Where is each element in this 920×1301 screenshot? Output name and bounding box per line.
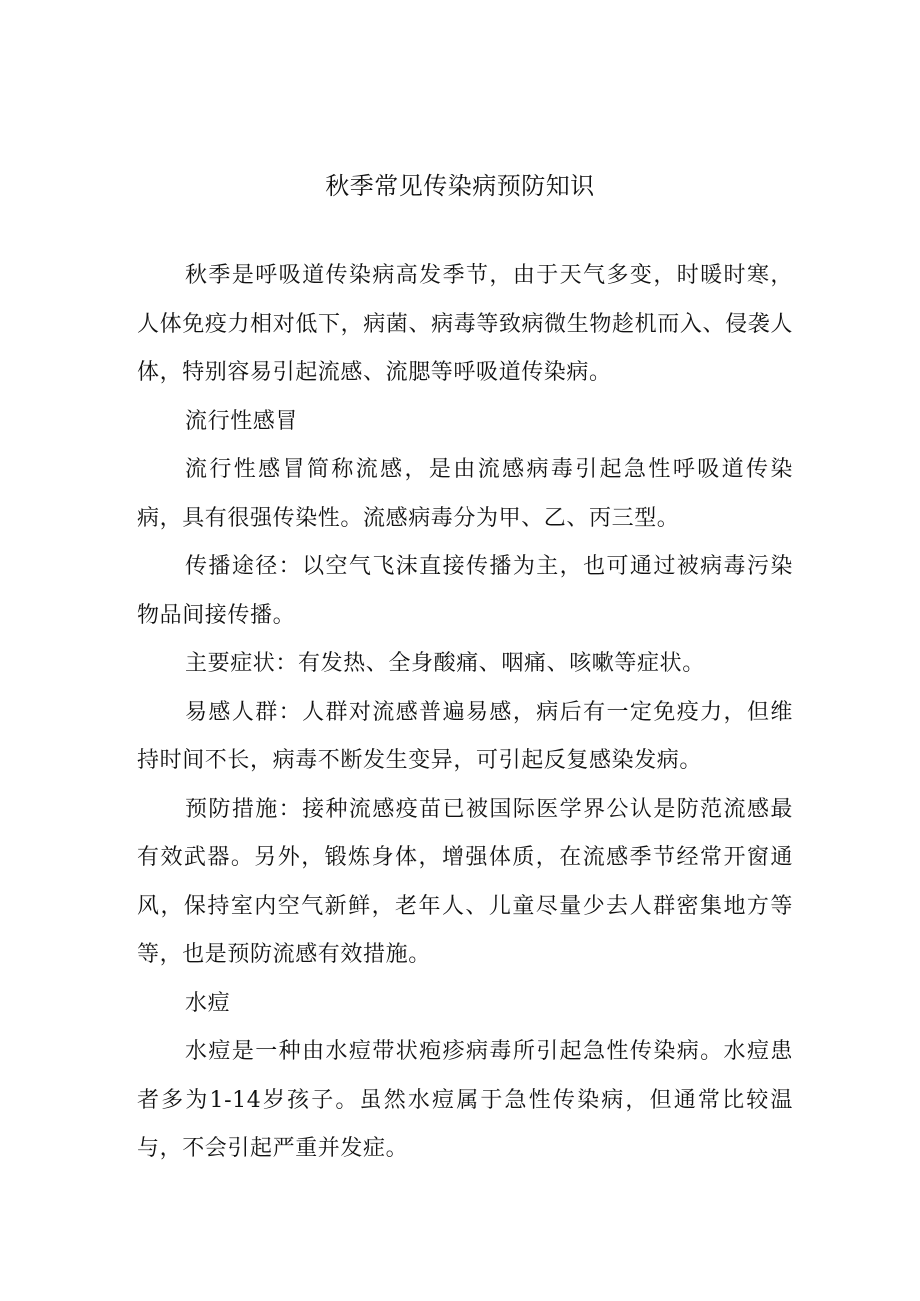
flu-symptoms-paragraph: 主要症状：有发热、全身酸痛、咽痛、咳嗽等症状。 bbox=[185, 651, 705, 676]
document-body bbox=[137, 252, 793, 1174]
intro-paragraph: 秋季是呼吸道传染病高发季节，由于天气多变，时暖时寒，人体免疫力相对低下，病菌、病毒等致病微生物趁机而入、侵袭人体，特别容易引起流感、流腮等呼吸道传染病。 bbox=[137, 263, 793, 385]
flu-definition-paragraph: 流行性感冒简称流感，是由流感病毒引起急性呼吸道传染病，具有很强传染性。流感病毒分为甲、乙、丙三型。 bbox=[137, 457, 793, 531]
chickenpox-definition-paragraph: 水痘是一种由水痘带状疱疹病毒所引起急性传染病。水痘患者多为1-14岁孩子。虽然水痘属于急性传染病，但通常比较温与，不会引起严重并发症。 bbox=[137, 1039, 793, 1161]
flu-transmission-paragraph: 传播途径：以空气飞沫直接传播为主，也可通过被病毒污染物品间接传播。 bbox=[137, 554, 793, 628]
flu-prevention-paragraph: 预防措施：接种流感疫苗已被国际医学界公认是防范流感最有效武器。另外，锻炼身体，增强体质，在流感季节经常开窗通风，保持室内空气新鲜，老年人、儿童尽量少去人群密集地方等等，也是预防流感有效措施。 bbox=[137, 796, 793, 967]
flu-heading: 流行性感冒 bbox=[185, 408, 299, 434]
flu-susceptible-paragraph: 易感人群：人群对流感普遍易感，病后有一定免疫力，但维持时间不长，病毒不断发生变异，可引起反复感染发病。 bbox=[137, 699, 793, 773]
chickenpox-heading: 水痘 bbox=[185, 990, 231, 1016]
document-title: 秋季常见传染病预防知识 bbox=[325, 172, 595, 200]
